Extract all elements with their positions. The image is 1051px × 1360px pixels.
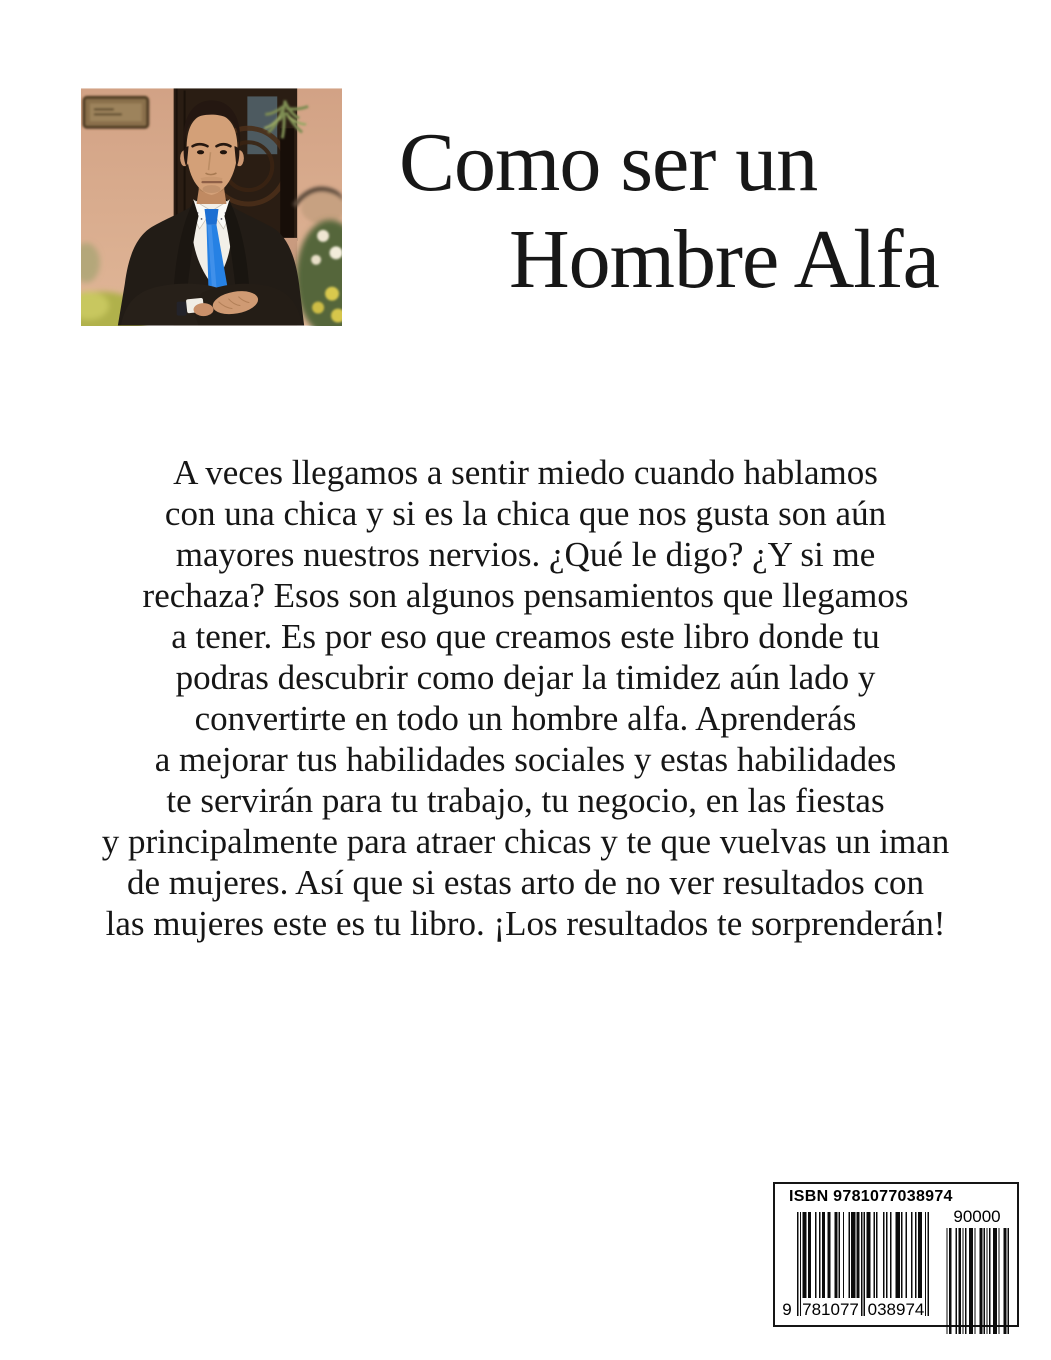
barcode-digit-group1: 781077 bbox=[802, 1300, 859, 1319]
text-line: con una chica y si es la chica que nos gusta son aún bbox=[164, 494, 887, 533]
author-photo bbox=[81, 88, 342, 326]
text-line: A veces llegamos a sentir miedo cuando hablamos bbox=[173, 453, 878, 492]
text-line: convertirte en todo un hombre alfa. Aprenderás bbox=[194, 699, 857, 738]
wristwatch bbox=[177, 302, 187, 316]
barcode-digit-left: 9 bbox=[782, 1300, 792, 1319]
isbn-label: ISBN 9781077038974 bbox=[789, 1188, 953, 1205]
back-cover-text bbox=[0, 452, 1051, 944]
book-title-line-2: Hombre Alfa bbox=[509, 213, 939, 306]
text-line: mayores nuestros nervios. ¿Qué le digo? ¿Y si me bbox=[175, 535, 876, 574]
barcode-digit-group2: 038974 bbox=[867, 1300, 925, 1319]
text-line: podras descubrir como dejar la timidez aún lado y bbox=[175, 658, 876, 697]
text-line: rechaza? Esos son algunos pensamientos que llegamos bbox=[142, 576, 909, 615]
ean5-supplement bbox=[945, 1208, 1009, 1314]
text-line: a mejorar tus habilidades sociales y estas habilidades bbox=[154, 740, 897, 779]
barcode-box bbox=[773, 1182, 1019, 1327]
supplement-label: 90000 bbox=[953, 1207, 1001, 1226]
text-line: de mujeres. Así que si estas arto de no ver resultados con bbox=[126, 863, 925, 902]
text-line: y principalmente para atraer chicas y te que vuelvas un iman bbox=[101, 822, 950, 861]
text-line: te servirán para tu trabajo, tu negocio, en las fiestas bbox=[166, 781, 885, 820]
ean5-bars bbox=[945, 1228, 1009, 1334]
wooden-sign bbox=[84, 97, 148, 127]
ean13-barcode bbox=[782, 1212, 929, 1319]
text-line: las mujeres este es tu libro. ¡Los resultados te sorprenderán! bbox=[105, 904, 946, 943]
book-title-line-1: Como ser un bbox=[399, 116, 818, 209]
text-line: a tener. Es por eso que creamos este libro donde tu bbox=[171, 617, 880, 656]
